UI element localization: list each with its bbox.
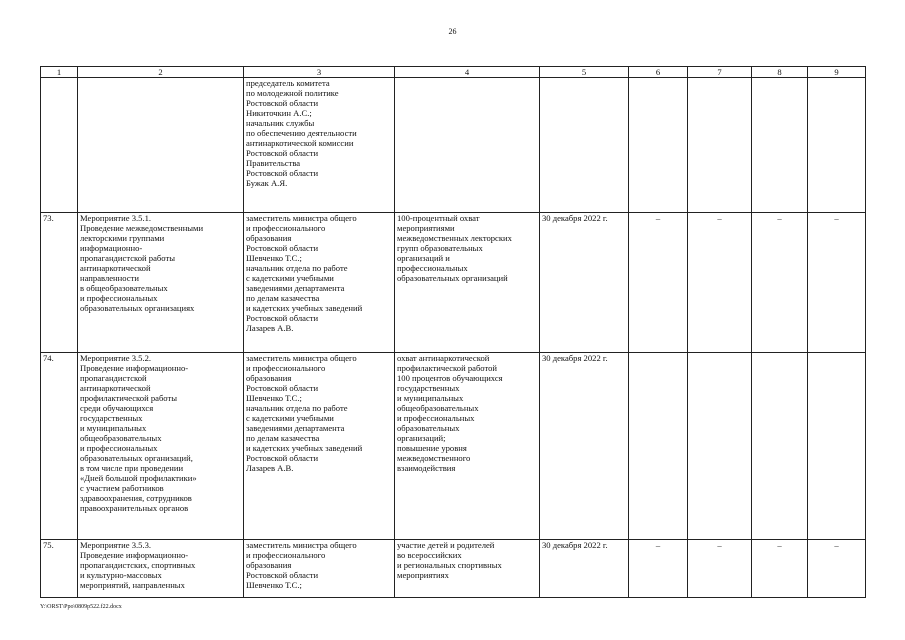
column-number: 2 — [78, 67, 244, 78]
column-number: 6 — [629, 67, 688, 78]
date-cell: 30 декабря 2022 г. — [540, 213, 629, 353]
responsible-cell — [244, 78, 395, 213]
result-cell — [395, 78, 540, 213]
event-text: Мероприятие 3.5.1. Проведение межведомственными лекторскими группами информационно- пропагандистской работы антинаркотической направленности в общеобразовательных и профессиональных образовательных организациях — [80, 213, 204, 313]
value-cell — [752, 353, 808, 540]
column-number: 5 — [540, 67, 629, 78]
row-number-cell — [41, 78, 78, 213]
column-number: 3 — [244, 67, 395, 78]
result-text: охват антинаркотической профилактической работой 100 процентов обучающихся государственных и муниципальных общеобразовательных и профессиональных образовательных организаций; повышение уровня межведомственного взаимодействия — [397, 353, 503, 473]
value-cell — [688, 353, 752, 540]
event-cell — [78, 540, 244, 598]
event-text: Мероприятие 3.5.2. Проведение информационно- пропагандистской антинаркотической профилактической работы среди обучающихся государственных и муниципальных общеобразовательных и профессиональных образовательных организаций, в том числе при проведении «Дней большой профилактики» с участием работников здравоохранения, сотрудников правоохранительных органов — [80, 353, 197, 513]
activities-table — [40, 66, 866, 598]
row-number-cell: 73. — [41, 213, 78, 353]
event-cell — [78, 78, 244, 213]
column-number: 1 — [41, 67, 78, 78]
value-cell — [629, 353, 688, 540]
result-cell — [395, 353, 540, 540]
result-text: 100-процентный охват мероприятиями межведомственных лекторских групп образовательных организаций и профессиональных образовательных организаций — [397, 213, 512, 283]
row-number-cell: 75. — [41, 540, 78, 598]
footer-file-path: Y:\ORST\Ppo\0809p522.f22.docx — [40, 604, 122, 610]
value-cell — [629, 78, 688, 213]
event-cell — [78, 353, 244, 540]
event-text: Мероприятие 3.5.3. Проведение информационно- пропагандистских, спортивных и культурно-массовых мероприятий, направленных — [80, 540, 196, 590]
value-cell: – — [752, 213, 808, 353]
column-number: 9 — [808, 67, 866, 78]
value-cell: – — [808, 213, 866, 353]
row-number-cell: 74. — [41, 353, 78, 540]
responsible-cell — [244, 353, 395, 540]
value-cell — [808, 353, 866, 540]
result-text: участие детей и родителей во всероссийских и региональных спортивных мероприятиях — [397, 540, 502, 580]
table-row — [41, 213, 866, 353]
value-cell: – — [629, 540, 688, 598]
event-cell — [78, 213, 244, 353]
value-cell: – — [629, 213, 688, 353]
column-number-row — [41, 67, 866, 78]
value-cell — [752, 78, 808, 213]
date-cell — [540, 78, 629, 213]
table-row-continuation — [41, 78, 866, 213]
column-number: 8 — [752, 67, 808, 78]
responsible-text: председатель комитета по молодежной политике Ростовской области Никиточкин А.С.; начальник службы по обеспечению деятельности антинаркотической комиссии Ростовской области Правительства Ростовской области Бужак А.Я. — [246, 78, 357, 188]
responsible-cell — [244, 213, 395, 353]
value-cell: – — [808, 540, 866, 598]
value-cell: – — [688, 540, 752, 598]
responsible-cell — [244, 540, 395, 598]
value-cell — [688, 78, 752, 213]
column-number: 4 — [395, 67, 540, 78]
responsible-text: заместитель министра общего и профессионального образования Ростовской области Шевченко Т.С.; начальник отдела по работе с кадетскими учебными заведениями департамента по делам казачества и кадетских учебных заведений Ростовской области Лазарев А.В. — [246, 353, 363, 473]
page-number: 26 — [448, 27, 457, 36]
value-cell: – — [688, 213, 752, 353]
responsible-text: заместитель министра общего и профессионального образования Ростовской области Шевченко Т.С.; начальник отдела по работе с кадетскими учебными заведениями департамента по делам казачества и кадетских учебных заведений Ростовской области Лазарев А.В. — [246, 213, 363, 333]
responsible-text: заместитель министра общего и профессионального образования Ростовской области Шевченко Т.С.; — [246, 540, 357, 590]
table-row — [41, 540, 866, 598]
date-cell: 30 декабря 2022 г. — [540, 540, 629, 598]
date-cell: 30 декабря 2022 г. — [540, 353, 629, 540]
value-cell: – — [752, 540, 808, 598]
result-cell — [395, 540, 540, 598]
table-row — [41, 353, 866, 540]
column-number: 7 — [688, 67, 752, 78]
result-cell — [395, 213, 540, 353]
value-cell — [808, 78, 866, 213]
